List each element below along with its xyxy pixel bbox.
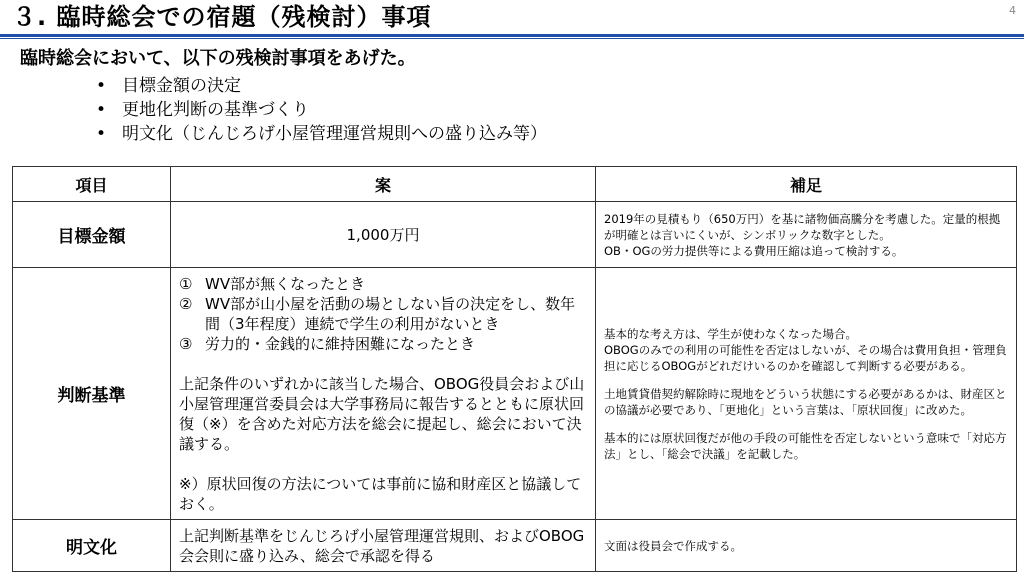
slide-title: ３. 臨時総会での宿題（残検討）事項 (12, 3, 432, 31)
note-line: 土地賃貸借契約解除時に現地をどういう状態にする必要があるかは、財産区との協議が必要であり、「更地化」という言葉は、「原状回復」に改めた。 (604, 386, 1007, 417)
note-line: 2019年の見積もり（650万円）を基に諸物価高騰分を考慮した。定量的根拠が明確とは言いにくいが、シンボリックな数字とした。 (604, 211, 1001, 242)
row-proposal (171, 268, 596, 520)
title-underline-thin (0, 38, 1024, 39)
row-item: 判断基準 (13, 268, 171, 520)
row-proposal: 1,000万円 (171, 202, 596, 268)
criteria-text: WV部が山小屋を活動の場としない旨の決定をし、数年間（3年程度）連続で学生の利用がないとき (205, 294, 576, 333)
row-item: 目標金額 (13, 202, 171, 268)
lead-text: 臨時総会において、以下の残検討事項をあげた。 (20, 48, 416, 69)
note-line: 基本的には原状回復だが他の手段の可能性を否定しないという意味で「対応方法」とし、「総会で決議」を記載した。 (604, 430, 1007, 461)
criteria-number: ① (179, 274, 193, 293)
bullet-list (96, 74, 547, 146)
header-proposal: 案 (171, 167, 596, 202)
row-note: 文面は役員会で作成する。 (596, 520, 1017, 572)
row-note (596, 268, 1017, 520)
page-number: 4 (1009, 4, 1016, 17)
header-note: 補足 (596, 167, 1017, 202)
issues-table (12, 166, 1017, 572)
criteria-paragraph: 上記条件のいずれかに該当した場合、OBOG役員会および山小屋管理運営委員会は大学事務局に報告するとともに原状回復（※）を含めた対応方法を総会に提起し、総会において決議する。 (179, 374, 585, 453)
table-header-row (13, 167, 1017, 202)
row-note (596, 202, 1017, 268)
note-line: 基本的な考え方は、学生が使わなくなった場合。 (604, 326, 857, 341)
criteria-text: 労力的・金銭的に維持困難になったとき (205, 334, 476, 353)
row-proposal: 上記判断基準をじんじろげ小屋管理運営規則、およびOBOG会会則に盛り込み、総会で承認を得る (171, 520, 596, 572)
criteria-text: WV部が無くなったとき (205, 274, 366, 293)
criteria-number: ② (179, 294, 193, 313)
criteria-number: ③ (179, 334, 193, 353)
criteria-item (179, 334, 587, 354)
table-row (13, 268, 1017, 520)
table-row (13, 202, 1017, 268)
title-underline (0, 34, 1024, 37)
row-item: 明文化 (13, 520, 171, 572)
criteria-footnote: ※）原状回復の方法については事前に協和財産区と協議しておく。 (179, 474, 582, 513)
note-line: OB・OGの労力提供等による費用圧縮は追って検討する。 (604, 243, 904, 258)
bullet-item: • 明文化（じんじろげ小屋管理運営規則への盛り込み等） (96, 122, 547, 146)
table-row (13, 520, 1017, 572)
note-line: OBOGのみでの利用の可能性を否定はしないが、その場合は費用負担・管理負担に応じるOBOGがどれだけいるのかを確認して判断する必要がある。 (604, 342, 1007, 373)
criteria-item (179, 274, 587, 294)
bullet-item: • 更地化判断の基準づくり (96, 98, 547, 122)
criteria-item (179, 294, 587, 334)
bullet-item: • 目標金額の決定 (96, 74, 547, 98)
header-item: 項目 (13, 167, 171, 202)
